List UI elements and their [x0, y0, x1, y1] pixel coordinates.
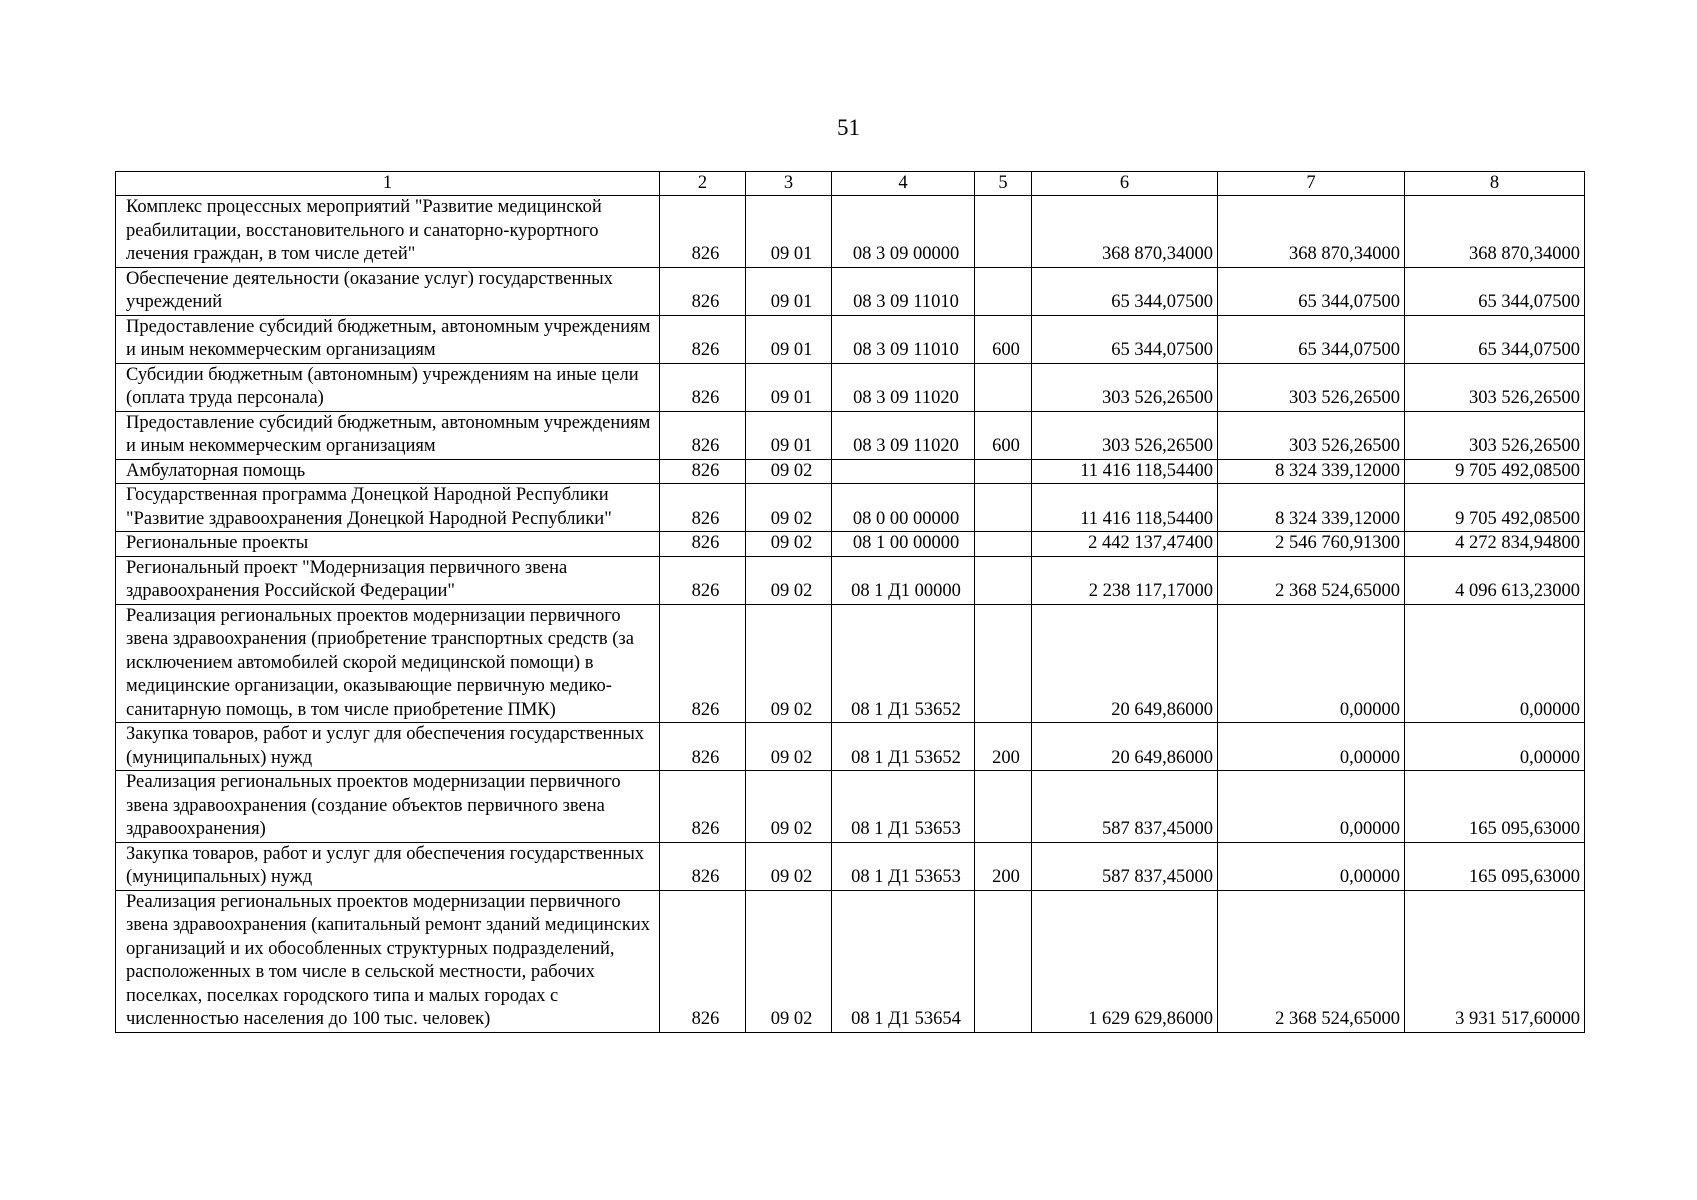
amount-col-8: 9 705 492,08500 — [1405, 459, 1585, 484]
target-article-code: 08 3 09 11010 — [832, 267, 975, 315]
amount-col-8: 368 870,34000 — [1405, 196, 1585, 268]
page-number: 51 — [837, 115, 860, 140]
item-name: Закупка товаров, работ и услуг для обеспечения государственных (муниципальных) нужд — [116, 723, 660, 771]
amount-col-7: 303 526,26500 — [1218, 411, 1405, 459]
ministry-code: 826 — [660, 363, 746, 411]
ministry-code: 826 — [660, 196, 746, 268]
amount-col-8: 165 095,63000 — [1405, 842, 1585, 890]
amount-col-8: 3 931 517,60000 — [1405, 890, 1585, 1032]
section-code: 09 02 — [746, 532, 832, 557]
section-code: 09 01 — [746, 411, 832, 459]
item-name: Региональный проект "Модернизация первичного звена здравоохранения Российской Федерации" — [116, 556, 660, 604]
expense-type-code: 200 — [975, 842, 1032, 890]
table-row — [116, 363, 1585, 411]
amount-col-7: 2 368 524,65000 — [1218, 556, 1405, 604]
target-article-code: 08 0 00 00000 — [832, 484, 975, 532]
ministry-code: 826 — [660, 315, 746, 363]
amount-col-7: 0,00000 — [1218, 842, 1405, 890]
column-header: 1 — [116, 172, 660, 196]
target-article-code: 08 1 Д1 53653 — [832, 771, 975, 843]
amount-col-6: 368 870,34000 — [1032, 196, 1218, 268]
table-row — [116, 890, 1585, 1032]
ministry-code: 826 — [660, 459, 746, 484]
section-code: 09 02 — [746, 604, 832, 723]
amount-col-7: 8 324 339,12000 — [1218, 459, 1405, 484]
table-row — [116, 484, 1585, 532]
expense-type-code: 600 — [975, 411, 1032, 459]
amount-col-6: 2 238 117,17000 — [1032, 556, 1218, 604]
expense-type-code: 200 — [975, 723, 1032, 771]
ministry-code: 826 — [660, 604, 746, 723]
target-article-code: 08 1 Д1 53652 — [832, 723, 975, 771]
item-name: Реализация региональных проектов модернизации первичного звена здравоохранения (создание объектов первичного звена здравоохранения) — [116, 771, 660, 843]
amount-col-8: 0,00000 — [1405, 723, 1585, 771]
target-article-code: 08 1 Д1 00000 — [832, 556, 975, 604]
amount-col-7: 0,00000 — [1218, 604, 1405, 723]
table-row — [116, 315, 1585, 363]
table-row — [116, 842, 1585, 890]
expense-type-code — [975, 604, 1032, 723]
table-row — [116, 604, 1585, 723]
amount-col-6: 65 344,07500 — [1032, 267, 1218, 315]
column-header: 5 — [975, 172, 1032, 196]
table-row — [116, 459, 1585, 484]
target-article-code: 08 1 00 00000 — [832, 532, 975, 557]
item-name: Региональные проекты — [116, 532, 660, 557]
section-code: 09 01 — [746, 196, 832, 268]
column-header: 8 — [1405, 172, 1585, 196]
amount-col-7: 0,00000 — [1218, 771, 1405, 843]
amount-col-8: 4 096 613,23000 — [1405, 556, 1585, 604]
ministry-code: 826 — [660, 842, 746, 890]
amount-col-8: 165 095,63000 — [1405, 771, 1585, 843]
table-row — [116, 267, 1585, 315]
budget-table — [115, 171, 1585, 1033]
section-code: 09 01 — [746, 315, 832, 363]
amount-col-8: 4 272 834,94800 — [1405, 532, 1585, 557]
section-code: 09 02 — [746, 556, 832, 604]
section-code: 09 01 — [746, 267, 832, 315]
expense-type-code — [975, 556, 1032, 604]
item-name: Субсидии бюджетным (автономным) учреждениям на иные цели (оплата труда персонала) — [116, 363, 660, 411]
item-name: Предоставление субсидий бюджетным, автономным учреждениям и иным некоммерческим организациям — [116, 315, 660, 363]
column-header: 2 — [660, 172, 746, 196]
amount-col-7: 0,00000 — [1218, 723, 1405, 771]
item-name: Предоставление субсидий бюджетным, автономным учреждениям и иным некоммерческим организациям — [116, 411, 660, 459]
expense-type-code — [975, 363, 1032, 411]
amount-col-7: 8 324 339,12000 — [1218, 484, 1405, 532]
section-code: 09 02 — [746, 459, 832, 484]
amount-col-8: 9 705 492,08500 — [1405, 484, 1585, 532]
amount-col-8: 65 344,07500 — [1405, 315, 1585, 363]
amount-col-6: 587 837,45000 — [1032, 842, 1218, 890]
column-header: 4 — [832, 172, 975, 196]
expense-type-code — [975, 484, 1032, 532]
target-article-code: 08 3 09 11010 — [832, 315, 975, 363]
ministry-code: 826 — [660, 723, 746, 771]
target-article-code: 08 3 09 11020 — [832, 363, 975, 411]
amount-col-8: 303 526,26500 — [1405, 363, 1585, 411]
item-name: Амбулаторная помощь — [116, 459, 660, 484]
target-article-code: 08 1 Д1 53653 — [832, 842, 975, 890]
section-code: 09 01 — [746, 363, 832, 411]
ministry-code: 826 — [660, 411, 746, 459]
amount-col-6: 303 526,26500 — [1032, 411, 1218, 459]
target-article-code — [832, 459, 975, 484]
amount-col-6: 303 526,26500 — [1032, 363, 1218, 411]
section-code: 09 02 — [746, 723, 832, 771]
table-row — [116, 723, 1585, 771]
item-name: Закупка товаров, работ и услуг для обеспечения государственных (муниципальных) нужд — [116, 842, 660, 890]
ministry-code: 826 — [660, 771, 746, 843]
column-header: 6 — [1032, 172, 1218, 196]
expense-type-code — [975, 890, 1032, 1032]
section-code: 09 02 — [746, 771, 832, 843]
amount-col-6: 587 837,45000 — [1032, 771, 1218, 843]
amount-col-7: 2 368 524,65000 — [1218, 890, 1405, 1032]
amount-col-6: 1 629 629,86000 — [1032, 890, 1218, 1032]
amount-col-6: 65 344,07500 — [1032, 315, 1218, 363]
expense-type-code — [975, 532, 1032, 557]
amount-col-6: 11 416 118,54400 — [1032, 459, 1218, 484]
amount-col-6: 20 649,86000 — [1032, 723, 1218, 771]
table-row — [116, 771, 1585, 843]
target-article-code: 08 3 09 11020 — [832, 411, 975, 459]
amount-col-7: 368 870,34000 — [1218, 196, 1405, 268]
amount-col-8: 0,00000 — [1405, 604, 1585, 723]
ministry-code: 826 — [660, 267, 746, 315]
target-article-code: 08 3 09 00000 — [832, 196, 975, 268]
expense-type-code — [975, 771, 1032, 843]
section-code: 09 02 — [746, 484, 832, 532]
target-article-code: 08 1 Д1 53654 — [832, 890, 975, 1032]
item-name: Реализация региональных проектов модернизации первичного звена здравоохранения (капитальный ремонт зданий медицинских организаций и их обособленных структурных подразделений, расположенных в том числе в сельской местности, рабочих поселках, поселках городского типа и малых городах с численностью населения до 100 тыс. человек) — [116, 890, 660, 1032]
item-name: Обеспечение деятельности (оказание услуг) государственных учреждений — [116, 267, 660, 315]
ministry-code: 826 — [660, 532, 746, 557]
item-name: Государственная программа Донецкой Народной Республики "Развитие здравоохранения Донецкой Народной Республики" — [116, 484, 660, 532]
amount-col-8: 65 344,07500 — [1405, 267, 1585, 315]
amount-col-7: 2 546 760,91300 — [1218, 532, 1405, 557]
table-row — [116, 196, 1585, 268]
target-article-code: 08 1 Д1 53652 — [832, 604, 975, 723]
section-code: 09 02 — [746, 842, 832, 890]
expense-type-code: 600 — [975, 315, 1032, 363]
expense-type-code — [975, 267, 1032, 315]
table-row — [116, 556, 1585, 604]
expense-type-code — [975, 459, 1032, 484]
ministry-code: 826 — [660, 556, 746, 604]
amount-col-7: 65 344,07500 — [1218, 315, 1405, 363]
amount-col-6: 20 649,86000 — [1032, 604, 1218, 723]
table-row — [116, 411, 1585, 459]
ministry-code: 826 — [660, 484, 746, 532]
ministry-code: 826 — [660, 890, 746, 1032]
item-name: Реализация региональных проектов модернизации первичного звена здравоохранения (приобретение транспортных средств (за исключением автомобилей скорой медицинской помощи) в медицинские организации, оказывающие первичную медико-санитарную помощь, в том числе приобретение ПМК) — [116, 604, 660, 723]
section-code: 09 02 — [746, 890, 832, 1032]
amount-col-6: 2 442 137,47400 — [1032, 532, 1218, 557]
amount-col-8: 303 526,26500 — [1405, 411, 1585, 459]
header-row — [116, 172, 1585, 196]
column-header: 7 — [1218, 172, 1405, 196]
expense-type-code — [975, 196, 1032, 268]
amount-col-7: 65 344,07500 — [1218, 267, 1405, 315]
column-header: 3 — [746, 172, 832, 196]
amount-col-7: 303 526,26500 — [1218, 363, 1405, 411]
item-name: Комплекс процессных мероприятий "Развитие медицинской реабилитации, восстановительного и санаторно-курортного лечения граждан, в том числе детей" — [116, 196, 660, 268]
amount-col-6: 11 416 118,54400 — [1032, 484, 1218, 532]
table-row — [116, 532, 1585, 557]
